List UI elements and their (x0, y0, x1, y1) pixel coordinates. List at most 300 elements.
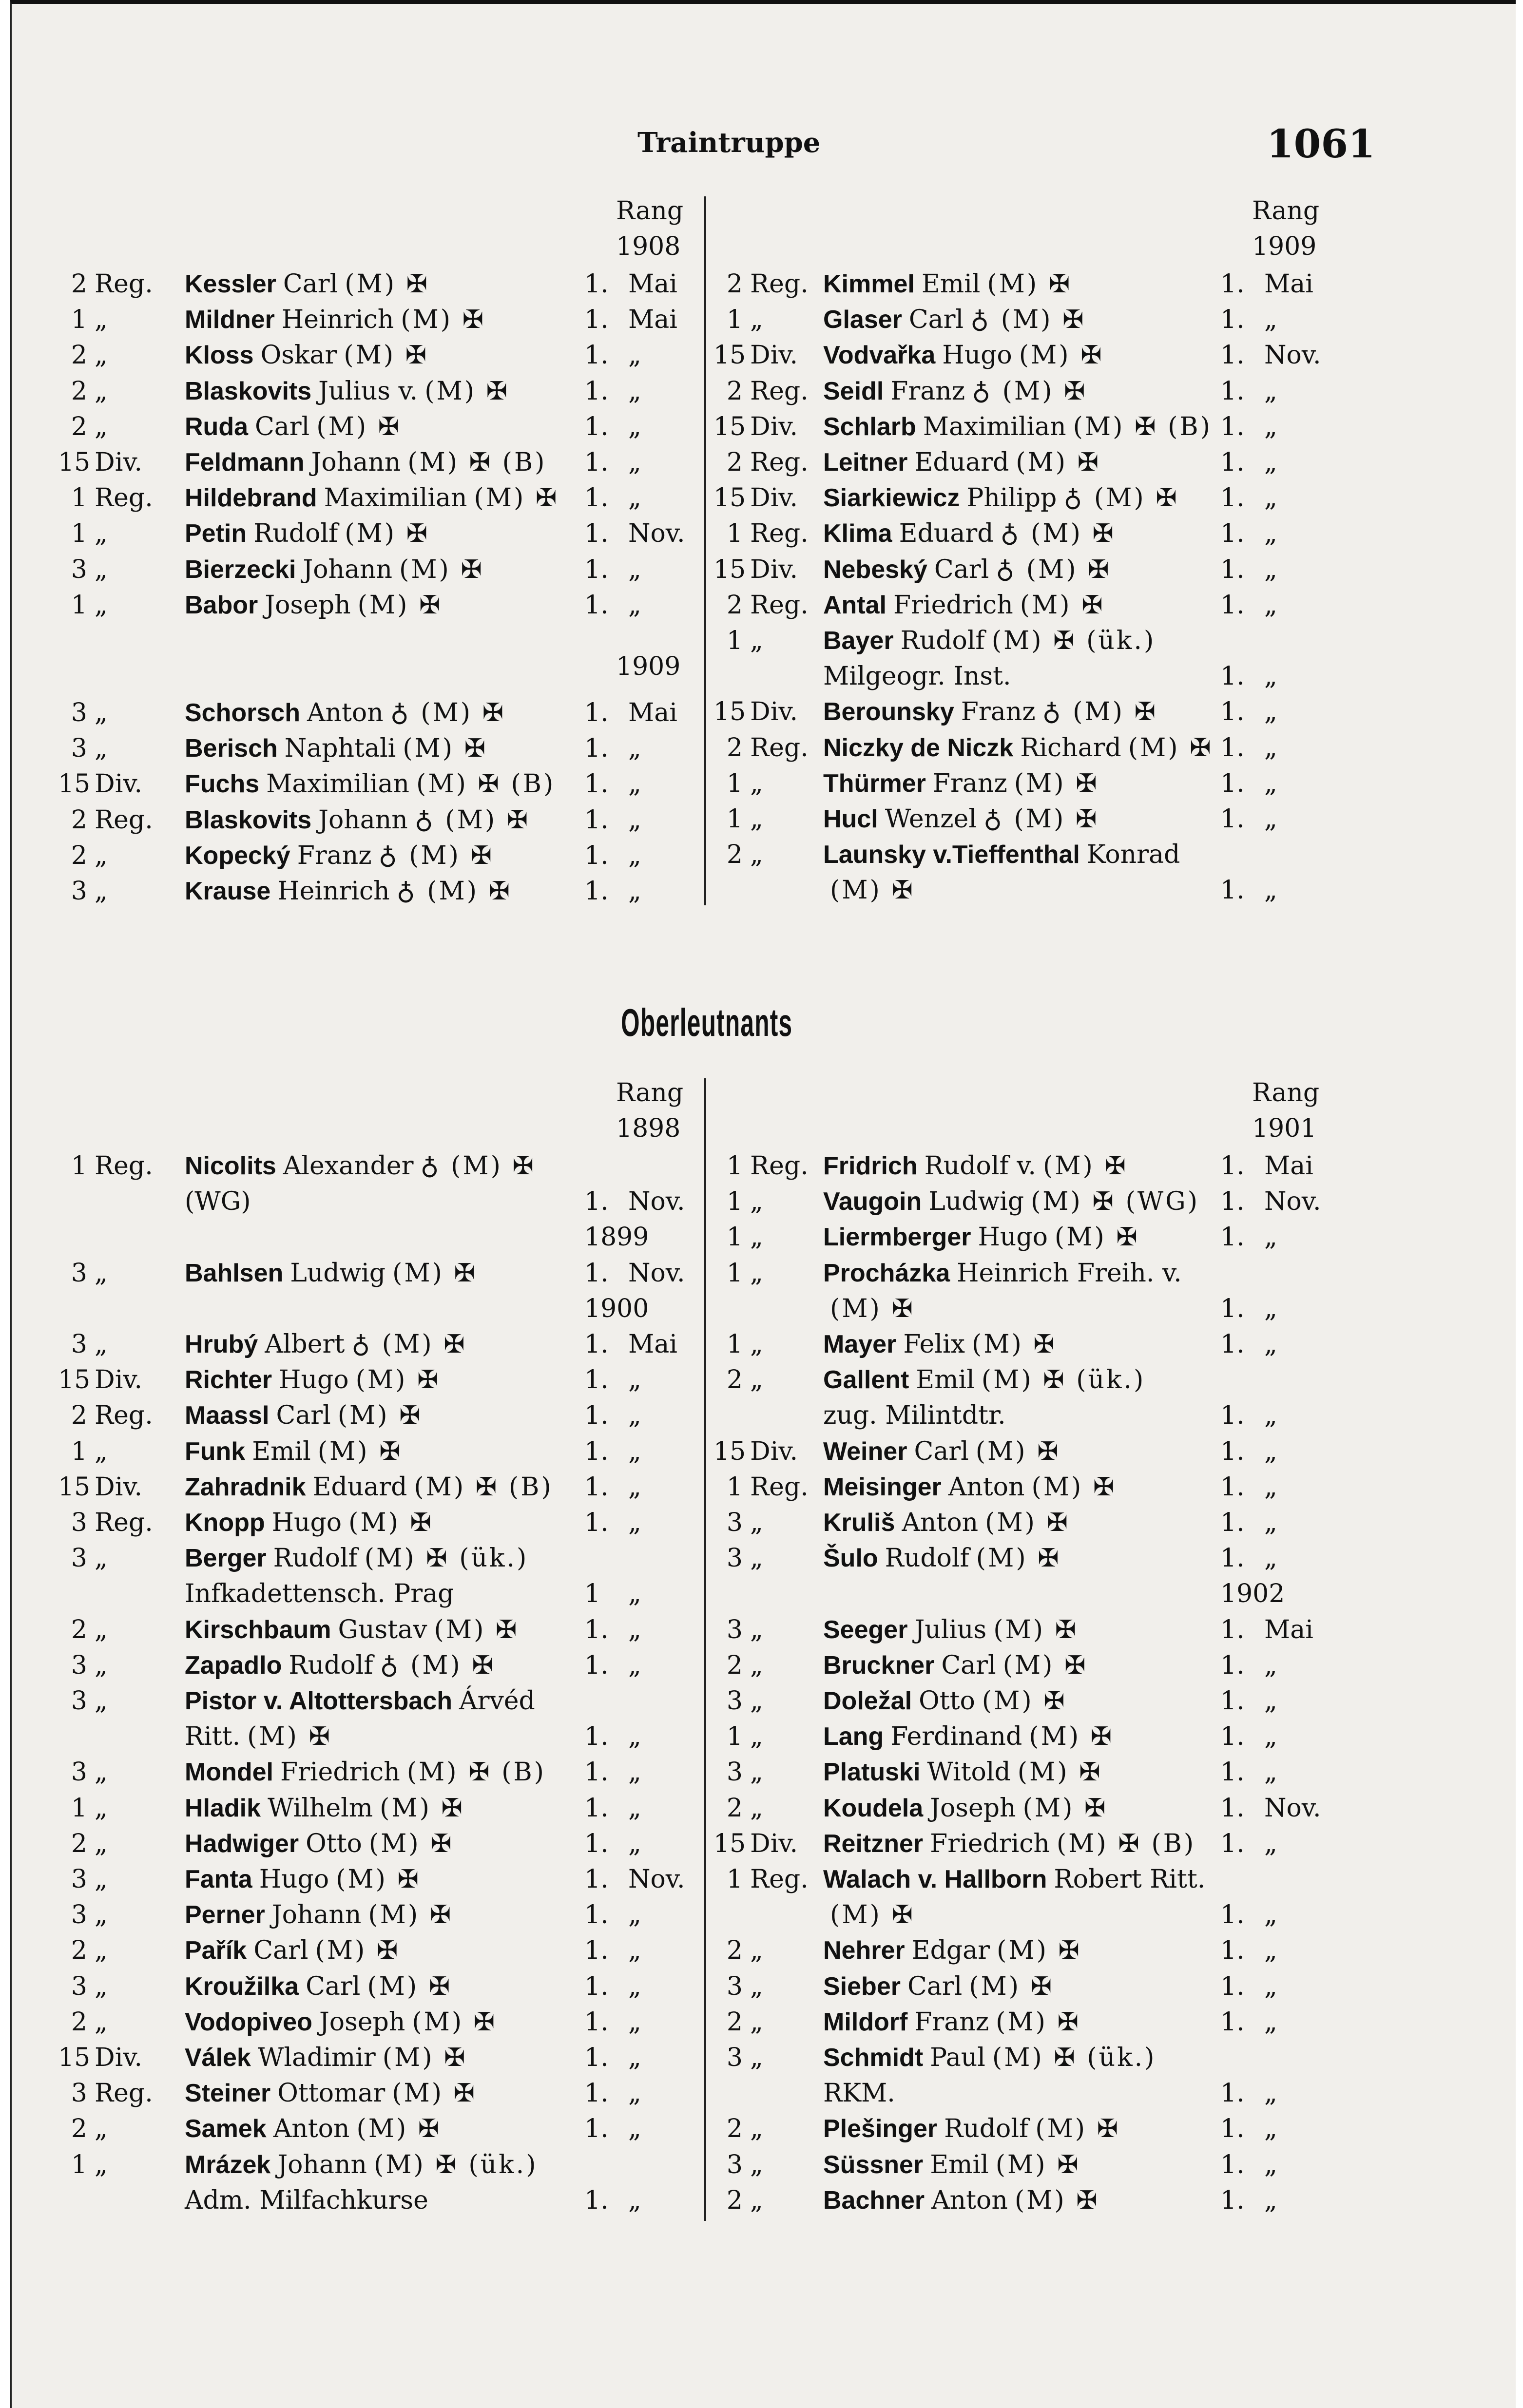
rank-month: Nov. (628, 519, 685, 549)
given-name: Carl (253, 1936, 308, 1966)
marks: ♁ (M) ✠ (972, 376, 1087, 406)
surname: Gallent (823, 1366, 909, 1395)
given-name: Ludwig (290, 1258, 386, 1288)
rank-month: „ (1264, 1294, 1277, 1323)
rank-month: „ (628, 1829, 641, 1858)
surname: Perner (185, 1901, 265, 1930)
given-name: RKM. (823, 2079, 895, 2108)
unit-type: Reg. (750, 269, 809, 299)
officer-name (823, 2043, 1156, 2072)
surname: Seidl (823, 377, 884, 405)
rank-month: „ (628, 554, 641, 584)
marks: (M) ✠ (976, 1544, 1061, 1573)
rank-month: Nov. (1264, 1187, 1321, 1217)
surname: Feldmann (185, 448, 305, 477)
unit-type: Div. (95, 448, 143, 477)
given-name: Friedrich (280, 1758, 400, 1787)
rank-day: 1900 (584, 1294, 649, 1323)
rank-day: 1. (584, 1900, 609, 1930)
marks: (M) ✠ (WG) (1031, 1187, 1200, 1217)
given-name: Witold (927, 1758, 1011, 1787)
surname: Hadwiger (185, 1829, 299, 1858)
given-name: Maximilian (923, 412, 1066, 441)
unit-type: „ (95, 1865, 108, 1894)
officer-name (823, 305, 1086, 334)
unit-type: „ (750, 1330, 763, 1359)
given-name: Emil (916, 1365, 975, 1395)
unit-type: Reg. (95, 2079, 153, 2108)
unit-number: 2 (71, 1401, 87, 1431)
rank-month: Mai (628, 698, 677, 727)
unit-type: Reg. (95, 269, 153, 299)
rank-month: „ (1264, 1223, 1277, 1252)
given-name: Friedrich (930, 1829, 1050, 1858)
rank-month: „ (1264, 1971, 1277, 2001)
rank-day: 1. (1220, 697, 1245, 727)
given-name: Hugo (279, 1365, 349, 1395)
rank-month: „ (1264, 1900, 1277, 1930)
surname: Blaskovits (185, 805, 312, 834)
unit-number: 2 (726, 2114, 743, 2144)
officer-name (823, 1294, 915, 1323)
rank-day: 1. (1220, 305, 1245, 335)
surname: Steiner (185, 2079, 271, 2108)
unit-type: Reg. (750, 733, 809, 763)
unit-type: „ (95, 841, 108, 870)
unit-type: Reg. (750, 448, 809, 477)
given-name: Rudolf (289, 1650, 373, 1680)
rank-day: 1. (584, 1829, 609, 1858)
marks: (M) ✠ (412, 2007, 497, 2037)
unit-number: 2 (726, 448, 743, 477)
given-name: Alexander (283, 1151, 414, 1181)
list-item (12, 2043, 1518, 2077)
rank-month: „ (628, 590, 641, 620)
marks: (M) ✠ (1014, 768, 1099, 798)
given-name: Carl (908, 305, 964, 335)
list-item (12, 519, 1518, 553)
rank-month: „ (1264, 590, 1277, 620)
rank-day: 1. (1220, 2079, 1245, 2108)
given-name: Johann (311, 448, 401, 477)
officer-name (823, 1508, 1070, 1537)
surname: Mildner (185, 306, 275, 334)
list-item (12, 2114, 1518, 2148)
given-name: Eduard (899, 519, 994, 549)
marks: ♁ (M) ✠ (414, 805, 530, 835)
unit-number: 1 (71, 519, 87, 549)
surname: Bachner (823, 2186, 925, 2215)
rank-day: 1. (1220, 412, 1245, 441)
rank-day: 1. (1220, 1615, 1245, 1644)
rank-month: „ (628, 2114, 641, 2144)
officer-name (823, 448, 1100, 477)
given-name: Rudolf (885, 1544, 969, 1573)
list-item (12, 1722, 1518, 1756)
unit-type: „ (95, 1650, 108, 1680)
unit-type: Div. (95, 1472, 143, 1502)
rank-day: 1. (1220, 376, 1245, 406)
given-name: Albert (265, 1330, 345, 1359)
unit-number: 2 (71, 341, 87, 370)
surname: Hildebrand (185, 484, 317, 513)
officer-name (823, 1722, 1114, 1751)
list-item (12, 769, 1518, 803)
rang-year: 1909 (616, 652, 681, 681)
marks: (M) ✠ (969, 1971, 1054, 2001)
unit-type: Div. (750, 697, 798, 727)
marks: (M) ✠ (434, 1615, 519, 1644)
rank-month: „ (1264, 1544, 1277, 1573)
rank-day: 1. (584, 1258, 609, 1288)
rank-month: „ (628, 1615, 641, 1644)
list-item (12, 269, 1518, 304)
rank-day: 1. (1220, 2150, 1245, 2179)
rank-day: 1. (584, 734, 609, 764)
surname: Mayer (823, 1330, 897, 1358)
unit-number: 1 (71, 1436, 87, 1466)
rank-day: 1. (1220, 590, 1245, 620)
marks: (M) ✠ (B) (407, 448, 547, 477)
rank-month: „ (1264, 519, 1277, 549)
marks: ♁ (M) ✠ (420, 1151, 536, 1181)
rank-day: 1. (1220, 1971, 1245, 2001)
given-name: Emil (930, 2150, 989, 2179)
rank-month: „ (1264, 2150, 1277, 2179)
unit-type: Div. (750, 1829, 798, 1858)
rank-month: „ (628, 341, 641, 370)
unit-number: 1 (71, 590, 87, 620)
officer-name (823, 1437, 1060, 1466)
unit-type: „ (95, 1436, 108, 1466)
given-name: Eduard (914, 448, 1009, 477)
rang-year: 1908 (616, 232, 681, 261)
unit-number: 15 (713, 697, 746, 727)
unit-type: „ (95, 519, 108, 549)
list-item (12, 483, 1518, 517)
unit-type: „ (750, 768, 763, 798)
unit-number: 1 (726, 1151, 743, 1181)
given-name: Hugo (271, 1508, 342, 1537)
surname: Süssner (823, 2150, 924, 2179)
rank-day: 1. (584, 305, 609, 335)
rank-month: Mai (628, 269, 677, 299)
surname: Schlarb (823, 412, 916, 441)
surname: Mildorf (823, 2007, 908, 2036)
given-name: Wladimir (257, 2043, 376, 2072)
rank-month: „ (1264, 1650, 1277, 1680)
unit-number: 1 (726, 1187, 743, 1217)
surname: Pistor v. Altottersbach (185, 1687, 452, 1715)
unit-type: „ (95, 1544, 108, 1573)
unit-type: „ (750, 1722, 763, 1752)
marks: (M) ✠ (1017, 1758, 1102, 1787)
rank-day: 1. (584, 1508, 609, 1537)
list-item (12, 1401, 1518, 1435)
marks: (M) ✠ (1016, 448, 1101, 477)
given-name: Ludwig (928, 1187, 1024, 1217)
given-name: Anton (948, 1472, 1025, 1502)
rank-day: 1. (1220, 1330, 1245, 1359)
unit-number: 3 (71, 1330, 87, 1359)
marks: (M) ✠ (392, 1258, 477, 1288)
unit-number: 15 (713, 1436, 746, 1466)
marks: (M) ✠ (1029, 1722, 1114, 1752)
surname: Siarkiewicz (823, 484, 960, 513)
officer-name (823, 1686, 1067, 1716)
marks: (M) ✠ (1128, 733, 1213, 763)
marks: ♁ (M) ✠ (390, 698, 506, 727)
given-name: Johann (277, 2150, 367, 2179)
marks: (M) ✠ (367, 1971, 452, 2001)
unit-type: Div. (95, 1365, 143, 1395)
given-name: Edgar (911, 1936, 990, 1966)
marks: (M) ✠ (345, 519, 430, 549)
surname: Berounsky (823, 698, 954, 726)
unit-type: Reg. (95, 1151, 153, 1181)
unit-type: „ (95, 554, 108, 584)
officer-name (823, 2186, 1099, 2215)
officer-name (823, 662, 1011, 691)
unit-type: Reg. (95, 1401, 153, 1431)
rank-day: 1. (1220, 1686, 1245, 1716)
rank-day: 1. (1220, 2007, 1245, 2037)
surname: Babor (185, 591, 258, 619)
rank-day: 1. (1220, 448, 1245, 477)
rank-month: „ (1264, 376, 1277, 406)
surname: Hrubý (185, 1330, 258, 1358)
marks: (M) ✠ (975, 1436, 1060, 1466)
surname: Kopecký (185, 841, 290, 870)
rank-month: Nov. (628, 1258, 685, 1288)
given-name: (WG) (185, 1187, 251, 1217)
surname: Kirschbaum (185, 1615, 331, 1644)
rank-day: 1. (1220, 554, 1245, 584)
surname: Thürmer (823, 769, 926, 798)
marks: (M) ✠ (ük.) (373, 2150, 538, 2179)
surname: Doležal (823, 1687, 912, 1715)
surname: Schmidt (823, 2044, 924, 2072)
rank-day: 1. (1220, 1650, 1245, 1680)
officer-name (823, 697, 1157, 726)
list-item (12, 377, 1518, 411)
surname: Niczky de Niczk (823, 733, 1014, 762)
rank-day: 1. (584, 1650, 609, 1680)
rank-month: „ (1264, 768, 1277, 798)
rank-day: 1. (1220, 1758, 1245, 1787)
unit-number: 3 (71, 1971, 87, 2001)
surname: Seeger (823, 1615, 908, 1644)
given-name: Franz (961, 697, 1036, 727)
unit-type: „ (95, 2007, 108, 2037)
surname: Kroužilka (185, 1972, 299, 2001)
given-name: Otto (306, 1829, 362, 1858)
rang-label: Rang (1252, 196, 1320, 226)
rank-month: „ (628, 805, 641, 835)
unit-type: „ (750, 2043, 763, 2072)
unit-type: „ (750, 2114, 763, 2144)
unit-number: 3 (726, 1758, 743, 1787)
page-header-title: Traintruppe (637, 127, 821, 159)
officer-name (823, 555, 1111, 584)
given-name: Wilhelm (268, 1793, 373, 1823)
surname: Fuchs (185, 770, 260, 799)
unit-type: Reg. (750, 376, 809, 406)
officer-name (823, 1900, 915, 1930)
given-name: Hugo (942, 341, 1012, 370)
marks: ♁ (M) ✠ (1042, 697, 1158, 727)
rank-month: „ (1264, 1686, 1277, 1716)
unit-number: 2 (726, 1650, 743, 1680)
unit-type: Div. (750, 341, 798, 370)
unit-number: 15 (58, 2043, 91, 2072)
surname: Walach v. Hallborn (823, 1865, 1047, 1893)
unit-number: 15 (713, 483, 746, 513)
marks: (M) ✠ (1020, 590, 1105, 620)
rank-day: 1. (584, 590, 609, 620)
unit-type: „ (95, 1829, 108, 1858)
rank-day: 1. (1220, 1936, 1245, 1966)
given-name: Carl (276, 1401, 331, 1431)
unit-number: 1 (71, 1151, 87, 1181)
rank-day: 1. (1220, 1793, 1245, 1823)
rank-month: „ (628, 1365, 641, 1395)
rank-month: „ (1264, 804, 1277, 834)
rank-month: „ (628, 1722, 641, 1752)
unit-number: 3 (71, 1758, 87, 1787)
rank-day: 1. (1220, 1472, 1245, 1502)
given-name: Friedrich (893, 590, 1013, 620)
unit-number: 2 (726, 733, 743, 763)
rank-month: Nov. (628, 1187, 685, 1217)
rank-day: 1. (584, 412, 609, 441)
list-item (12, 876, 1518, 910)
rank-month: „ (628, 1936, 641, 1966)
given-name: Ferdinand (890, 1722, 1022, 1752)
rank-day: 1. (1220, 1436, 1245, 1466)
unit-type: „ (750, 1365, 763, 1395)
rank-day: 1899 (584, 1223, 649, 1252)
unit-type: Reg. (750, 590, 809, 620)
given-name: Ottomar (277, 2079, 386, 2108)
officer-name (823, 840, 1180, 869)
marks: (M) ✠ (ük.) (981, 1365, 1146, 1395)
marks: (M) ✠ (830, 1294, 915, 1323)
given-name: Otto (919, 1686, 975, 1716)
unit-number: 2 (726, 1365, 743, 1395)
marks: (M) ✠ (356, 2114, 442, 2144)
given-name: Ritt. (185, 1722, 241, 1752)
unit-number: 2 (726, 376, 743, 406)
rank-day: 1. (1220, 341, 1245, 370)
list-item (12, 1259, 1518, 1293)
surname: Petin (185, 519, 247, 548)
rank-month: „ (628, 841, 641, 870)
rank-day: 1. (1220, 1722, 1245, 1752)
given-name: Rudolf (253, 519, 338, 549)
given-name: Julius (914, 1615, 987, 1644)
list-item (12, 662, 1518, 696)
rank-day: 1. (584, 877, 609, 906)
rank-day: 1. (1220, 876, 1245, 905)
unit-type: „ (95, 590, 108, 620)
rank-month: „ (1264, 483, 1277, 513)
rank-day: 1. (1220, 804, 1245, 834)
list-item (12, 1794, 1518, 1828)
surname: Kimmel (823, 270, 915, 298)
rank-day: 1. (584, 554, 609, 584)
marks: (M) ✠ (993, 1615, 1079, 1644)
rank-month: „ (628, 412, 641, 441)
unit-number: 3 (726, 1686, 743, 1716)
unit-number: 15 (58, 1472, 91, 1502)
rank-month: „ (1264, 1472, 1277, 1502)
unit-type: „ (95, 1330, 108, 1359)
marks: (M) ✠ (345, 269, 430, 299)
rank-month: „ (1264, 2079, 1277, 2108)
rank-day: 1. (584, 269, 609, 299)
rank-day: 1. (584, 376, 609, 406)
officer-name (823, 412, 1212, 441)
unit-type: „ (750, 1793, 763, 1823)
given-name: Gustav (338, 1615, 427, 1644)
unit-number: 2 (726, 2185, 743, 2215)
officer-name (823, 1472, 1116, 1502)
given-name: Oskar (260, 341, 337, 370)
marks: (M) ✠ (403, 734, 488, 764)
list-item (12, 1900, 1518, 1934)
surname: Berger (185, 1544, 267, 1573)
list-item (12, 626, 1518, 660)
surname: Krause (185, 877, 271, 905)
rank-day: 1. (584, 341, 609, 370)
rank-month: „ (1264, 2007, 1277, 2037)
rank-day: 1. (584, 1436, 609, 1466)
officer-name (823, 341, 1104, 370)
marks: (M) ✠ (1035, 2114, 1120, 2144)
rank-month: „ (628, 1508, 641, 1537)
rang-year: 1901 (1252, 1114, 1317, 1143)
marks: (M) ✠ (317, 1436, 403, 1466)
marks: (M) ✠ (424, 376, 510, 406)
surname: Fanta (185, 1865, 252, 1893)
unit-number: 1 (726, 804, 743, 834)
unit-number: 1 (726, 305, 743, 335)
marks: (M) ✠ (247, 1722, 332, 1752)
unit-type: „ (750, 804, 763, 834)
unit-number: 1 (726, 768, 743, 798)
given-name: Felix (903, 1330, 965, 1359)
unit-type: „ (750, 1758, 763, 1787)
unit-number: 3 (726, 1615, 743, 1644)
list-item (12, 1294, 1518, 1328)
rank-day: 1. (1220, 1223, 1245, 1252)
rank-month: „ (628, 1793, 641, 1823)
given-name: Johann (318, 805, 408, 835)
given-name: Robert Ritt. (1054, 1865, 1206, 1894)
given-name: Rudolf (944, 2114, 1029, 2144)
surname: Maassl (185, 1401, 270, 1430)
marks: (M) ✠ (1019, 341, 1104, 370)
list-item (12, 840, 1518, 874)
unit-type: „ (750, 1187, 763, 1217)
rank-month: „ (1264, 662, 1277, 691)
surname: Glaser (823, 306, 902, 334)
given-name: Julius v. (318, 376, 418, 406)
rank-day: 1. (584, 1936, 609, 1966)
officer-name (823, 1651, 1088, 1680)
list-item (12, 1615, 1518, 1649)
